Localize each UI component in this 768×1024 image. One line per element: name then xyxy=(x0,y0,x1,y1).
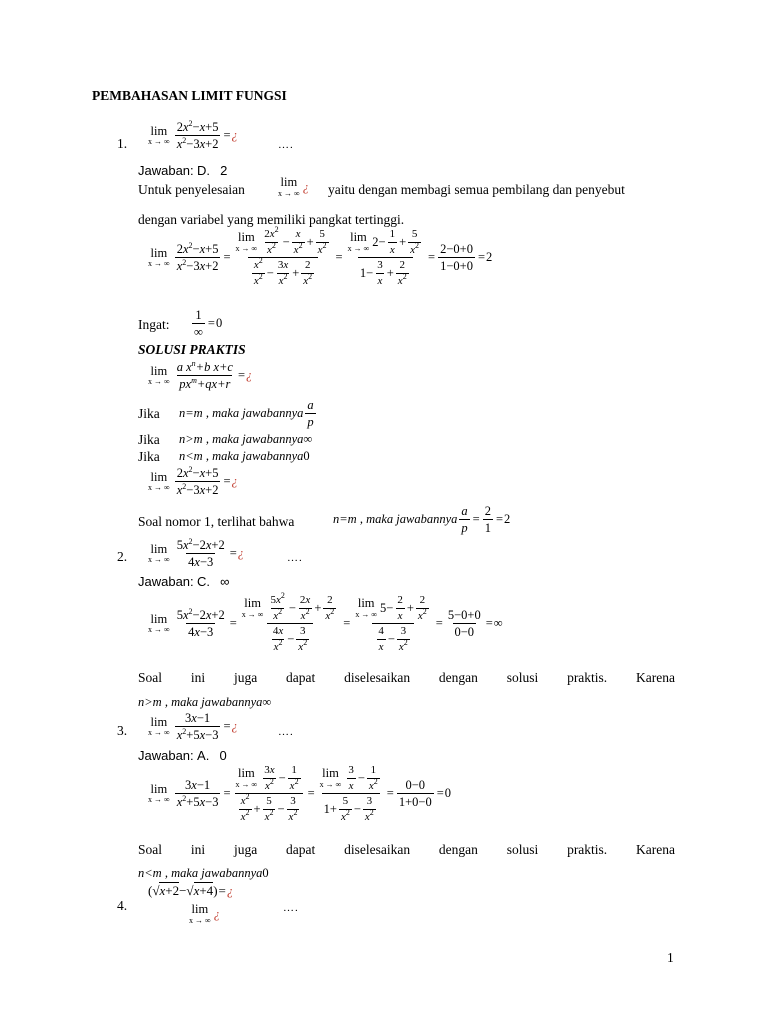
problem-1-expression-repeat: lim x → ∞ $\frac{2x^2-x+5}{x^2-3x+2}$ = ¿ xyxy=(148,465,238,498)
answer-line: Jawaban: D. 2 xyxy=(138,163,228,178)
ellipsis: …. xyxy=(278,726,294,738)
page-number: 1 xyxy=(667,950,674,965)
page-title: PEMBAHASAN LIMIT FUNGSI xyxy=(92,88,287,103)
problem-number: 2. xyxy=(117,549,128,564)
rule-jika: Jika xyxy=(138,406,160,421)
problem-3-expression: lim x → ∞ $\frac{3x-1}{x^2+5x-3}$ = ¿ xyxy=(148,711,238,743)
problem-4-expression-top: (√ x+2 −√ x+4 ) = ¿ xyxy=(148,882,234,898)
ellipsis: …. xyxy=(278,139,294,151)
rule-3: n<m , maka jawabannya 0 xyxy=(179,449,310,463)
answer-line: Jawaban: A. 0 xyxy=(138,748,227,763)
ingat-label: Ingat: xyxy=(138,317,170,332)
rule-jika: Jika xyxy=(138,449,160,464)
soal-nomor-text: Soal nomor 1, terlihat bahwa xyxy=(138,514,295,529)
rule-jika: Jika xyxy=(138,432,160,447)
problem-number: 4. xyxy=(117,898,128,913)
solution-3-expression: lim x → ∞ $\frac{3x-1}{x^2+5x-3}$ = lim x → ∞ 3x $x^2$ − 1 $x^2$ $x^2$ $x^2$ + 5 $x^2$ − 3 $x^2$ = lim x → ∞ 3 x − 1 $x^2$ 1+ 5 $x^2$ − 3 $x^2$ = $\frac{0-0}{1+0-0}$ = 0 xyxy=(148,764,452,823)
lim-notation: lim x → ∞ ¿ xyxy=(278,175,309,198)
karena-line: Soal ini juga dapat diselesaikan dengan solusi praktis. Karena xyxy=(138,842,675,857)
section-heading: SOLUSI PRAKTIS xyxy=(138,342,246,357)
solution-1-expression: lim x → ∞ $\frac{2x^2-x+5}{x^2-3x+2}$ = lim x → ∞ $2x^2$ $x^2$ − x $x^2$ + 5 $x^2$ $x^2$ $x^2$ − 3x $x^2$ + 2 $x^2$ = lim x → ∞ 2− 1 x + 5 $x^2$ 1− 3 x + 2 $x^2$ = $\frac{2-0+0}{1-0+0}$ = 2 xyxy=(148,225,493,287)
problem-1-expression: lim x → ∞ $\frac{2x^2-x+5}{x^2-3x+2}$ = ¿ xyxy=(148,119,238,152)
rule-1: n=m , maka jawabannya a p xyxy=(179,398,314,430)
ingat-expression: 1 ∞ = 0 xyxy=(194,308,223,340)
answer-line: Jawaban: C. ∞ xyxy=(138,574,230,589)
problem-2-expression: lim x → ∞ $\frac{5x^2-2x+2}{4x-3}$ = ¿ xyxy=(148,537,245,570)
rule-3: n<m , maka jawabannya 0 xyxy=(138,866,269,880)
ellipsis: …. xyxy=(287,552,303,564)
problem-number: 1. xyxy=(117,136,128,151)
explanation-text: yaitu dengan membagi semua pembilang dan penyebut xyxy=(328,182,625,197)
soal-nomor-expression: n=m , maka jawabannya $\frac{a}{p}$ = $\frac{2}{1}$ = 2 xyxy=(333,504,511,536)
problem-4-lim: lim x → ∞ ¿ xyxy=(189,902,220,925)
explanation-text: dengan variabel yang memiliki pangkat tertinggi. xyxy=(138,212,405,227)
rule-2: n>m , maka jawabannya ∞ xyxy=(138,695,272,709)
ellipsis: …. xyxy=(283,902,299,914)
rule-2: n>m , maka jawabannya ∞ xyxy=(179,432,313,446)
karena-line: Soal ini juga dapat diselesaikan dengan solusi praktis. Karena xyxy=(138,670,675,685)
explanation-text: Untuk penyelesaian xyxy=(138,182,245,197)
general-expression: lim x → ∞ a $x^n+b$ x+c $px^m+qx+r$ = ¿ xyxy=(148,359,253,392)
problem-number: 3. xyxy=(117,723,128,738)
solution-2-expression: lim x → ∞ $\frac{5x^2-2x+2}{4x-3}$ = lim x → ∞ $5x^2$ $x^2$ − 2x $x^2$ + 2 $x^2$ 4x $x^2$ − 3 $x^2$ = lim x → ∞ 5− 2 x + 2 $x^2$ 4 x − 3 $x^2$ = $\frac{5-0+0}{0-0}$ = ∞ xyxy=(148,591,503,653)
